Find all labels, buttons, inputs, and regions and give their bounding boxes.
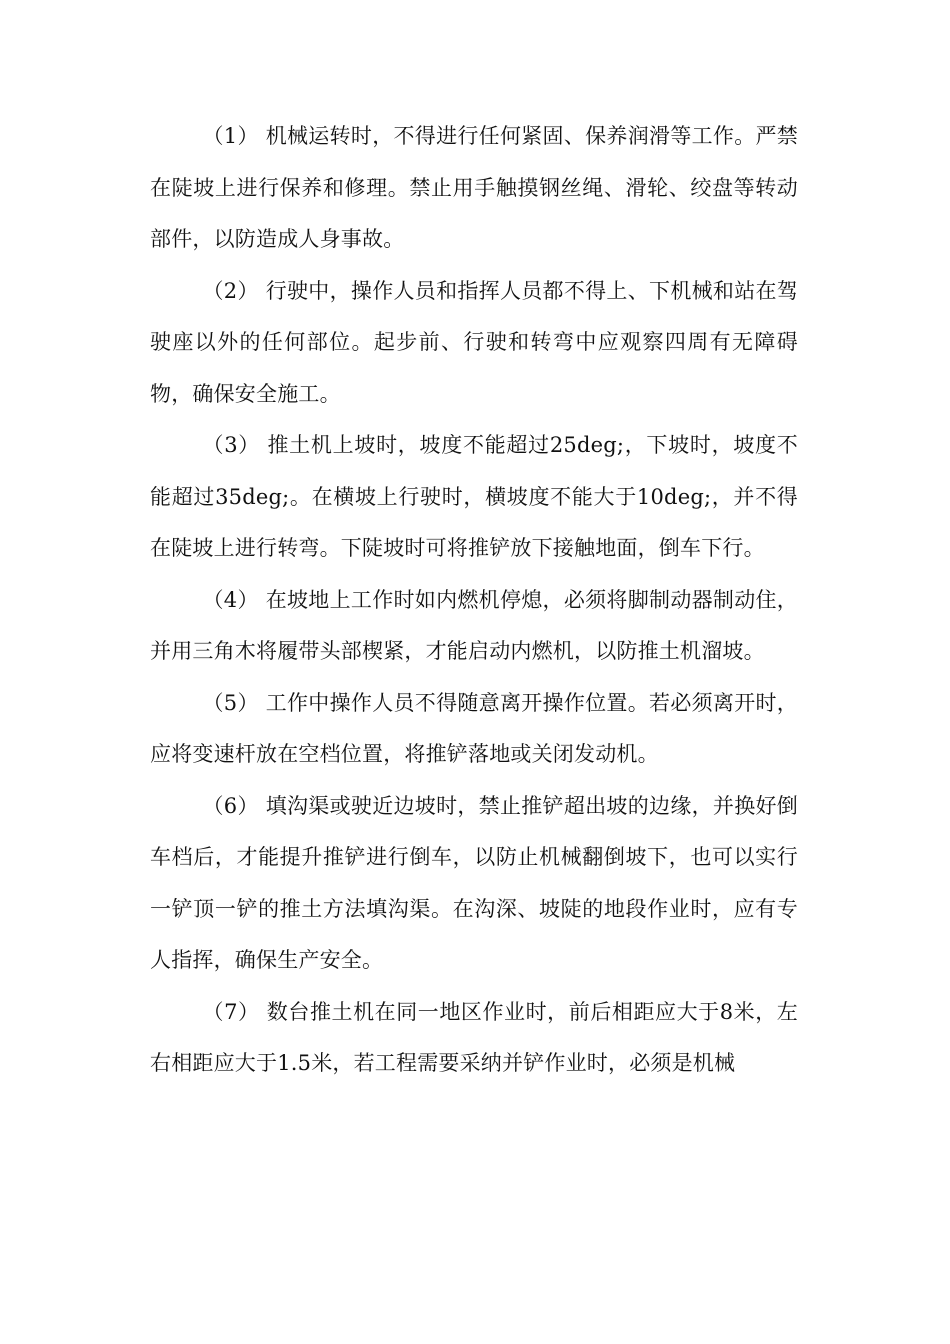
paragraph-7: （7） 数台推土机在同一地区作业时，前后相距应大于8米，左右相距应大于1.5米，若工程需要采纳并铲作业时，必须是机械 bbox=[150, 999, 798, 1075]
paragraph-6: （6） 填沟渠或驶近边坡时，禁止推铲超出坡的边缘，并换好倒车档后，才能提升推铲进行倒车，以防止机械翻倒坡下，也可以实行一铲顶一铲的推土方法填沟渠。在沟深、坡陡的地段作业时，应有专人指挥，确保生产安全。 bbox=[150, 793, 798, 972]
paragraph-4: （4） 在坡地上工作时如内燃机停熄，必须将脚制动器制动住，并用三角木将履带头部楔紧，才能启动内燃机，以防推土机溜坡。 bbox=[150, 587, 798, 663]
paragraph-5: （5） 工作中操作人员不得随意离开操作位置。若必须离开时，应将变速杆放在空档位置，将推铲落地或关闭发动机。 bbox=[150, 690, 798, 766]
paragraph-1: （1） 机械运转时，不得进行任何紧固、保养润滑等工作。严禁在陡坡上进行保养和修理。禁止用手触摸钢丝绳、滑轮、绞盘等转动部件，以防造成人身事故。 bbox=[150, 124, 798, 251]
paragraph-3: （3） 推土机上坡时，坡度不能超过25deg;，下坡时，坡度不能超过35deg;。在横坡上行驶时，横坡度不能大于10deg;，并不得在陡坡上进行转弯。下陡坡时可将推铲放下接触地面，倒车下行。 bbox=[150, 433, 798, 560]
paragraph-2: （2） 行驶中，操作人员和指挥人员都不得上、下机械和站在驾驶座以外的任何部位。起步前、行驶和转弯中应观察四周有无障碍物，确保安全施工。 bbox=[150, 278, 798, 406]
document-body bbox=[150, 111, 798, 1090]
